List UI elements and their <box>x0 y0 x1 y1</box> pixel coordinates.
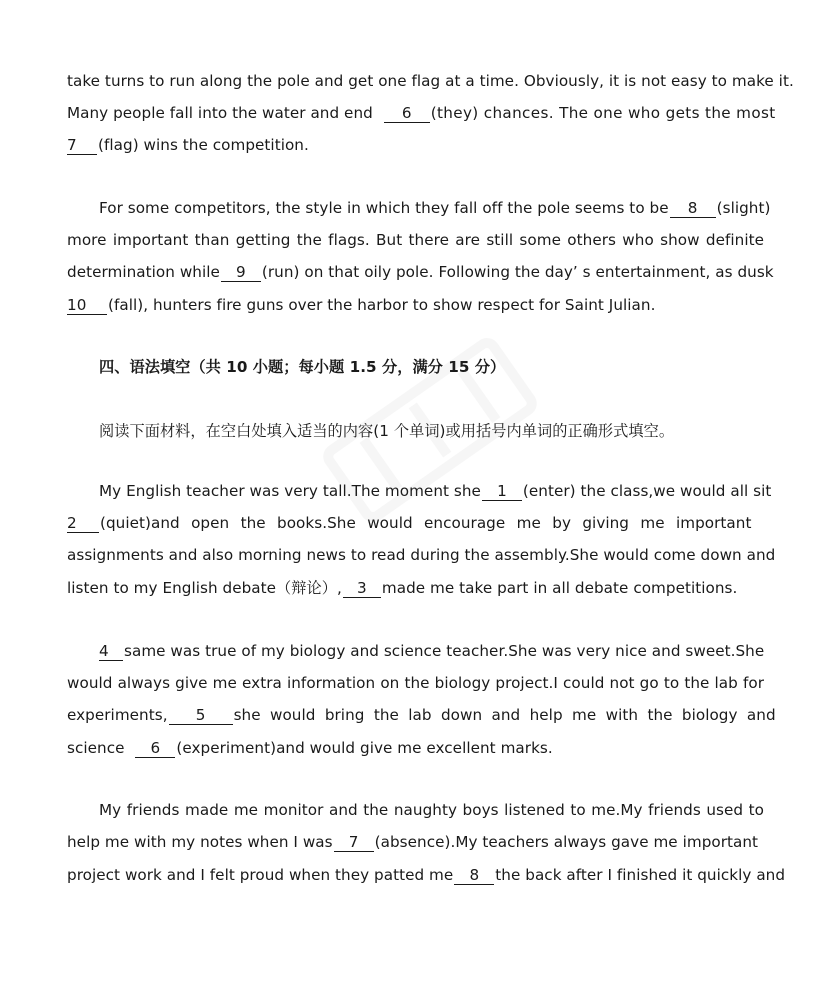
text: (experiment)and would give me excellent marks. <box>176 739 553 757</box>
text-line <box>67 544 776 566</box>
text: help me with my notes when I was <box>67 833 333 851</box>
text-line <box>67 261 774 283</box>
blank-number: 5 <box>195 706 206 724</box>
blank-number: 2 <box>67 514 77 532</box>
text: made me take part in all debate competitions. <box>381 579 738 597</box>
blank-3[interactable] <box>343 579 381 598</box>
text-line <box>67 197 771 219</box>
text: (enter) the class,we would all sit <box>522 482 772 500</box>
blank-number: 4 <box>99 642 109 660</box>
text: My friends made me monitor and the naughty boys listened to me.My friends used to <box>99 801 764 819</box>
text-line <box>67 672 764 694</box>
blank-1[interactable] <box>482 482 522 501</box>
blank-number: 8 <box>687 199 698 217</box>
text: assignments and also morning news to read during the assembly.She would come down and <box>67 546 776 564</box>
text-line <box>67 294 764 316</box>
text-line <box>67 704 776 726</box>
blank-number: 10 <box>67 296 87 314</box>
text: listen to my English debate（辩论）, <box>67 579 342 597</box>
text-line <box>67 737 764 759</box>
blank-4[interactable] <box>99 642 123 661</box>
text: (absence).My teachers always gave me important <box>374 833 759 851</box>
text-line <box>67 831 764 853</box>
section-heading <box>67 356 796 378</box>
text-line <box>67 864 786 886</box>
text: take turns to run along the pole and get one flag at a time. Obviously, it is not easy to make it. <box>67 72 794 90</box>
text: (slight) <box>716 199 771 217</box>
text: (they) chances. The one who gets the most <box>430 104 776 122</box>
text: project work and I felt proud when they patted me <box>67 866 454 884</box>
instruction-text: 阅读下面材料，在空白处填入适当的内容(1 个单词)或用括号内单词的正确形式填空。 <box>99 422 675 440</box>
blank-number: 6 <box>150 739 161 757</box>
blank-number: 6 <box>401 104 412 122</box>
blank-number: 7 <box>348 833 359 851</box>
instruction <box>67 420 796 442</box>
text-line <box>67 480 796 502</box>
text-line <box>67 102 776 124</box>
blank-9[interactable] <box>221 263 261 282</box>
blank-number: 8 <box>469 866 480 884</box>
text-line <box>67 799 764 821</box>
blank-7[interactable] <box>67 136 97 155</box>
text: My English teacher was very tall.The moment she <box>99 482 481 500</box>
blank-number: 3 <box>357 579 367 597</box>
text: would always give me extra information on the biology project.I could not go to the lab for <box>67 674 764 692</box>
blank-8[interactable] <box>454 866 494 885</box>
blank-8[interactable] <box>670 199 716 218</box>
text: she would bring the lab down and help me with the biology and <box>233 706 776 724</box>
blank-10[interactable] <box>67 296 107 315</box>
text-line <box>67 134 764 156</box>
text-line <box>67 229 764 251</box>
text: more important than getting the flags. But there are still some others who show definite <box>67 231 764 249</box>
blank-5[interactable] <box>169 706 233 725</box>
text-line <box>67 640 764 662</box>
blank-7[interactable] <box>334 833 374 852</box>
text: (run) on that oily pole. Following the day’ s entertainment, as dusk <box>261 263 774 281</box>
blank-number: 9 <box>236 263 246 281</box>
blank-number: 7 <box>67 136 77 154</box>
blank-6[interactable] <box>135 739 175 758</box>
text: experiments, <box>67 706 168 724</box>
blank-6[interactable] <box>384 104 430 123</box>
text: the back after I finished it quickly and <box>495 866 786 884</box>
text: determination while <box>67 263 220 281</box>
text: same was true of my biology and science teacher.She was very nice and sweet.She <box>124 642 765 660</box>
blank-2[interactable] <box>67 514 99 533</box>
text: science <box>67 739 125 757</box>
text: Many people fall into the water and end <box>67 104 373 122</box>
section-heading-text: 四、语法填空（共 10 小题；每小题 1.5 分，满分 15 分） <box>99 358 506 376</box>
text-line <box>67 70 794 92</box>
text: (fall), hunters fire guns over the harbor to show respect for Saint Julian. <box>108 296 656 314</box>
blank-number: 1 <box>497 482 507 500</box>
text: For some competitors, the style in which they fall off the pole seems to be <box>99 199 669 217</box>
text-line <box>67 577 764 599</box>
text: (flag) wins the competition. <box>98 136 309 154</box>
text-line <box>67 512 764 534</box>
text: (quiet)and open the books.She would encourage me by giving me important <box>100 514 752 532</box>
